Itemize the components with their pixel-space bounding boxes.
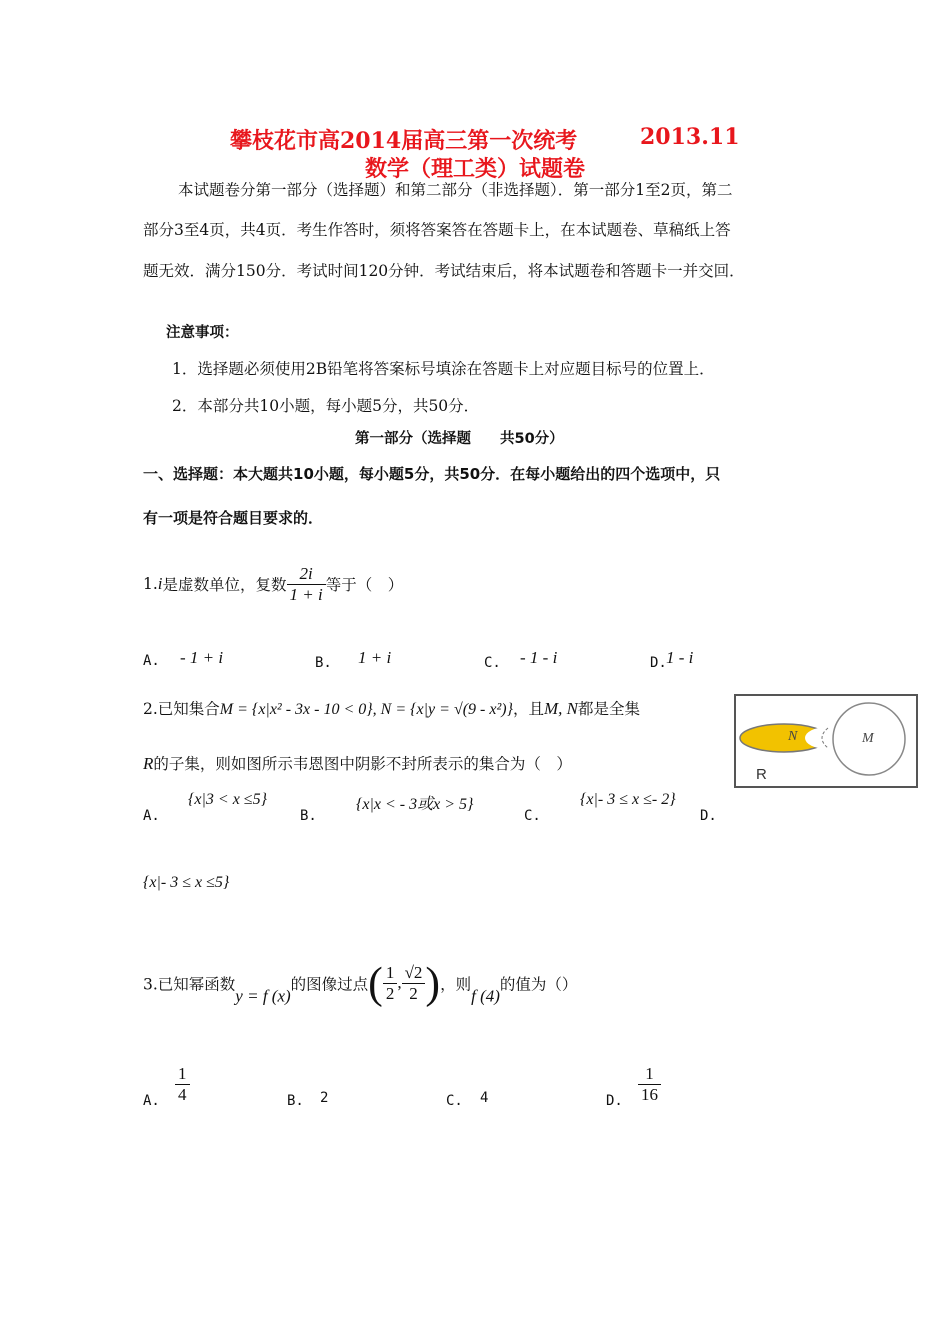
question-1 <box>143 564 403 604</box>
q2-sets: M = {x|x² - 3x - 10 < 0}, N = {x|y = √(9 - x²)} <box>219 701 513 718</box>
q3-option-b <box>287 1090 304 1109</box>
q3-point-y <box>402 963 426 1003</box>
q3-point-x-num: 1 <box>383 963 398 984</box>
section-heading-line-1: 一、选择题：本大题共10小题，每小题5分，共50分．在每小题给出的四个选项中，只 <box>143 465 721 483</box>
q1-option-b-value: 1 + i <box>358 648 392 667</box>
q3-option-d-letter: D. <box>606 1093 623 1109</box>
notes-heading: 注意事项： <box>166 325 239 341</box>
q3-number: 3.已知幂函数 <box>143 975 236 994</box>
q3-option-a <box>143 1090 160 1109</box>
q1-option-c <box>484 652 501 671</box>
q2-line2-text: 的子集，则如图所示韦恩图中阴影不封所表示的集合为（ ） <box>153 755 572 773</box>
q2-option-a <box>143 805 160 824</box>
q2-text-b: 都是全集 <box>578 700 641 718</box>
q1-var-i: i <box>157 574 163 594</box>
venn-overlap-unshaded <box>805 727 849 749</box>
q3-option-d-num: 1 <box>638 1064 661 1085</box>
q1-option-d-letter: D. <box>650 655 667 671</box>
q2-option-d-value: {x|- 3 ≤ x ≤5} <box>143 874 230 891</box>
q2-option-a-value: {x|3 < x ≤5} <box>188 791 267 808</box>
q3-option-d <box>606 1090 623 1109</box>
q1-option-d <box>650 652 667 671</box>
q3-right-paren: ) <box>425 959 441 1008</box>
q3-option-c-letter: C. <box>446 1093 463 1109</box>
q1-text-a: 是虚数单位，复数 <box>162 576 287 595</box>
q1-option-b <box>315 652 332 671</box>
q3-option-a-value <box>175 1064 190 1104</box>
section-heading-line-2: 有一项是符合题目要求的． <box>143 509 324 527</box>
exam-title: 攀枝花市高2014届高三第一次统考 <box>230 128 578 154</box>
q2-option-b-letter: B. <box>300 808 317 824</box>
q1-option-a-letter: A. <box>143 653 160 669</box>
q1-option-a <box>143 650 160 669</box>
q3-text-c: 的值为（） <box>499 975 578 994</box>
q3-text-a: 的图像过点 <box>290 975 369 994</box>
q1-number: 1. <box>143 575 158 594</box>
intro-line-3: 题无效．满分150分．考试时间120分钟．考试结束后，将本试题卷和答题卡一并交回． <box>143 262 745 280</box>
q2-text-a: ，且 <box>513 700 545 718</box>
question-3 <box>143 958 577 1009</box>
q3-option-c-value: 4 <box>480 1090 489 1106</box>
q2-option-a-letter: A. <box>143 808 160 824</box>
q1-option-c-value: - 1 - i <box>520 648 558 667</box>
q1-option-c-letter: C. <box>484 655 501 671</box>
q2-option-c <box>524 805 541 824</box>
q2-option-d-letter: D. <box>700 808 717 824</box>
exam-date: 2013.11 <box>640 124 740 150</box>
question-2-line-2 <box>143 752 572 774</box>
q3-text-b: ，则 <box>440 975 472 994</box>
question-2-line-1 <box>143 697 640 719</box>
q1-text-b: 等于（ ） <box>325 576 404 595</box>
q1-option-d-value: 1 - i <box>666 648 694 667</box>
q2-vars: M, N <box>544 699 579 718</box>
q3-option-a-den: 4 <box>178 1084 187 1104</box>
q3-option-b-letter: B. <box>287 1093 304 1109</box>
q2-option-c-value: {x|- 3 ≤ x ≤- 2} <box>580 791 676 808</box>
q2-number: 2.已知集合 <box>143 700 220 718</box>
q3-comma: , <box>397 973 402 993</box>
q3-func: y = f (x) <box>235 986 291 1006</box>
q3-point-y-den: 2 <box>409 984 418 1003</box>
q3-option-a-letter: A. <box>143 1093 160 1109</box>
q2-option-c-letter: C. <box>524 808 541 824</box>
q1-option-b-letter: B. <box>315 655 332 671</box>
q2-option-b-value: {x|x < - 3或x > 5} <box>356 796 474 813</box>
intro-line-1: 本试题卷分第一部分（选择题）和第二部分（非选择题）．第一部分1至2页，第二 <box>178 181 733 199</box>
q2-var-R: R <box>143 754 154 773</box>
q3-option-d-den: 16 <box>641 1084 658 1104</box>
q3-option-a-num: 1 <box>175 1064 190 1085</box>
q3-point <box>368 959 441 1008</box>
notes-item-1: 1．选择题必须使用2B铅笔将答案标号填涂在答题卡上对应题目标号的位置上． <box>172 360 715 378</box>
notes-item-2: 2．本部分共10小题，每小题5分，共50分． <box>172 397 480 415</box>
q1-option-a-value: - 1 + i <box>180 648 224 667</box>
venn-label-n: N <box>788 729 798 744</box>
q1-fraction-numerator: 2i <box>287 564 326 585</box>
q3-option-c <box>446 1090 463 1109</box>
intro-line-2: 部分3至4页，共4页．考生作答时，须将答案答在答题卡上，在本试题卷、草稿纸上答 <box>143 221 731 239</box>
venn-label-m: M <box>862 731 874 746</box>
q2-option-b <box>300 805 317 824</box>
q3-point-y-num: √2 <box>402 963 426 984</box>
q2-option-d <box>700 805 717 824</box>
q1-fraction-denominator: 1 + i <box>289 584 323 604</box>
venn-label-r: R <box>756 766 767 783</box>
q3-point-x <box>383 963 398 1003</box>
venn-diagram <box>734 694 918 788</box>
exam-subtitle: 数学（理工类）试题卷 <box>365 156 586 182</box>
q3-f4: f (4) <box>471 986 500 1006</box>
q3-option-d-value <box>638 1064 661 1104</box>
part1-heading: 第一部分（选择题 共50分） <box>355 431 564 447</box>
q3-point-x-den: 2 <box>385 984 395 1003</box>
q3-left-paren: ( <box>368 959 383 1008</box>
q1-fraction <box>287 564 326 604</box>
q3-option-b-value: 2 <box>320 1090 329 1106</box>
